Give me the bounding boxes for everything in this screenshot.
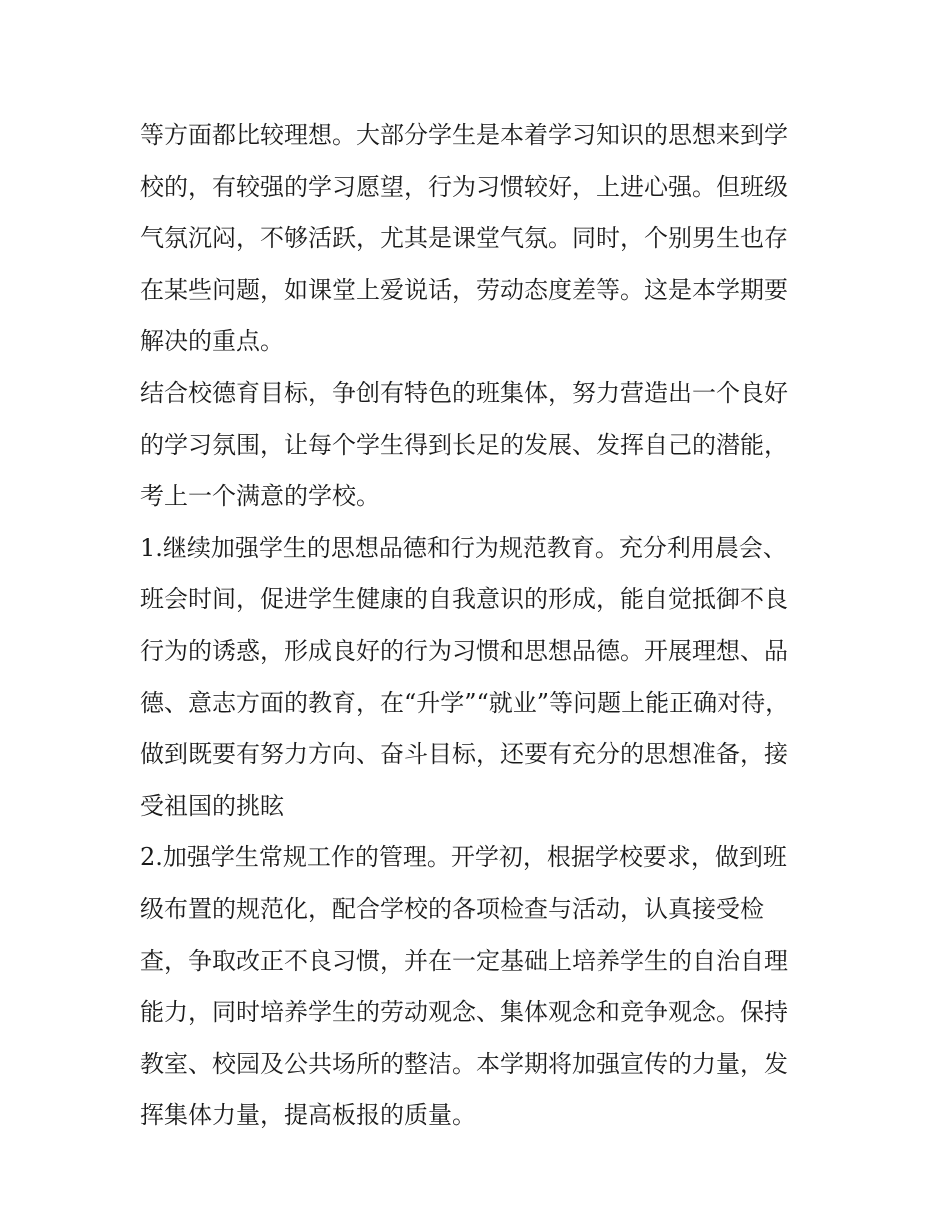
text-line: 级布置的规范化，配合学校的各项检查与活动，认真接受检	[140, 894, 764, 923]
text-line: 班会时间，促进学生健康的自我意识的形成，能自觉抵御不良	[140, 585, 788, 614]
text-line: 气氛沉闷，不够活跃，尤其是课堂气氛。同时，个别男生也存	[140, 224, 788, 253]
text-line: 行为的诱惑，形成良好的行为习惯和思想品德。开展理想、品	[140, 636, 788, 665]
text-line: 教室、校园及公共场所的整洁。本学期将加强宣传的力量，发	[140, 1049, 788, 1078]
text-line: 2.加强学生常规工作的管理。开学初，根据学校要求，做到班	[140, 843, 787, 872]
text-line: 受祖国的挑眩	[140, 791, 284, 820]
text-line: 在某些问题，如课堂上爱说话，劳动态度差等。这是本学期要	[140, 275, 788, 304]
text-line: 查，争取改正不良习惯，并在一定基础上培养学生的自治自理	[140, 946, 788, 975]
text-line: 1.继续加强学生的思想品德和行为规范教育。充分利用晨会、	[140, 533, 787, 562]
text-line: 等方面都比较理想。大部分学生是本着学习知识的思想来到学	[140, 121, 788, 149]
text-line: 的学习氛围，让每个学生得到长足的发展、发挥自己的潜能，	[140, 430, 788, 459]
text-line: 做到既要有努力方向、奋斗目标，还要有充分的思想准备，接	[140, 740, 788, 769]
text-line: 结合校德育目标，争创有特色的班集体，努力营造出一个良好	[140, 378, 788, 407]
text-line: 德、意志方面的教育，在“升学”“就业”等问题上能正确对待，	[140, 688, 790, 717]
text-line: 能力，同时培养学生的劳动观念、集体观念和竞争观念。保持	[140, 998, 788, 1027]
text-line: 考上一个满意的学校。	[140, 482, 380, 511]
text-line: 挥集体力量，提高板报的质量。	[140, 1101, 476, 1130]
document-body	[140, 110, 820, 1142]
text-line: 解决的重点。	[140, 327, 284, 356]
text-line: 校的，有较强的学习愿望，行为习惯较好，上进心强。但班级	[140, 172, 788, 201]
